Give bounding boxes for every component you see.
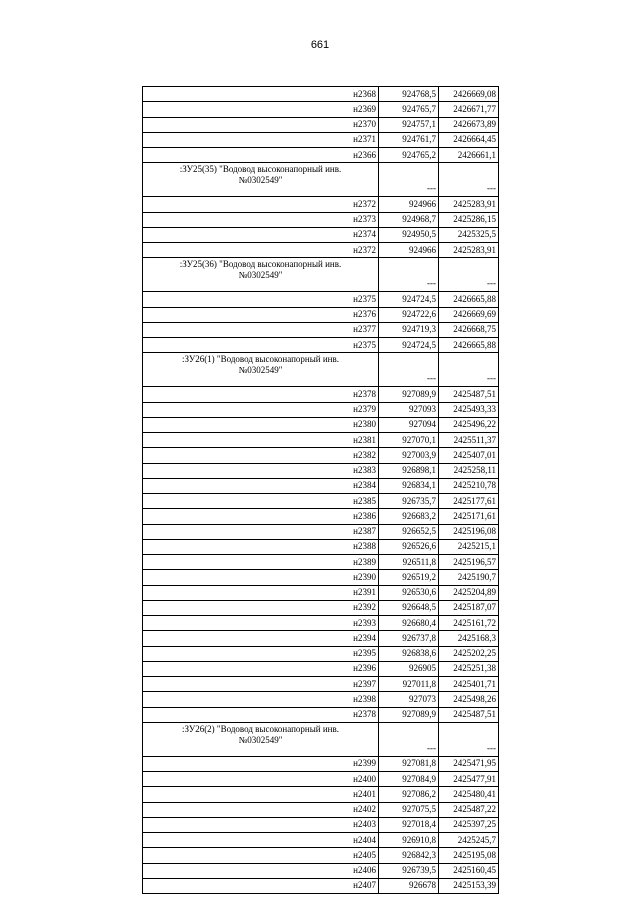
table-row <box>143 616 499 631</box>
point-name: н2388 <box>143 539 379 554</box>
y-coordinate: 2425487,51 <box>439 387 499 402</box>
point-name: н2382 <box>143 448 379 463</box>
point-name: н2369 <box>143 102 379 117</box>
table-row <box>143 87 499 102</box>
x-placeholder: --- <box>379 353 439 387</box>
y-coordinate: 2425397,25 <box>439 817 499 832</box>
point-name: н2399 <box>143 756 379 771</box>
y-coordinate: 2425283,91 <box>439 197 499 212</box>
x-coordinate: 926739,5 <box>379 863 439 878</box>
table-row <box>143 148 499 163</box>
y-coordinate: 2425153,39 <box>439 878 499 893</box>
x-coordinate: 927011,8 <box>379 677 439 692</box>
table-row <box>143 117 499 132</box>
y-coordinate: 2425283,91 <box>439 243 499 258</box>
table-row <box>143 433 499 448</box>
point-name: н2378 <box>143 707 379 722</box>
y-coordinate: 2425498,26 <box>439 692 499 707</box>
y-coordinate: 2426673,89 <box>439 117 499 132</box>
point-name: н2378 <box>143 387 379 402</box>
section-title-line2: №0302549" <box>238 175 283 186</box>
table-row <box>143 848 499 863</box>
table-row <box>143 478 499 493</box>
table-row <box>143 539 499 554</box>
y-coordinate: 2425210,78 <box>439 478 499 493</box>
point-name: н2375 <box>143 338 379 353</box>
point-name: н2403 <box>143 817 379 832</box>
section-title <box>143 353 379 387</box>
y-coordinate: 2425487,22 <box>439 802 499 817</box>
point-name: н2402 <box>143 802 379 817</box>
table-row <box>143 494 499 509</box>
x-coordinate: 926680,4 <box>379 616 439 631</box>
table-row <box>143 570 499 585</box>
point-name: н2368 <box>143 87 379 102</box>
y-coordinate: 2425480,41 <box>439 787 499 802</box>
point-name: н2384 <box>143 478 379 493</box>
x-coordinate: 924966 <box>379 243 439 258</box>
x-coordinate: 926530,6 <box>379 585 439 600</box>
x-coordinate: 926648,5 <box>379 600 439 615</box>
x-coordinate: 927081,8 <box>379 756 439 771</box>
point-name: н2371 <box>143 132 379 147</box>
point-name: н2375 <box>143 292 379 307</box>
table-row <box>143 197 499 212</box>
table-row <box>143 707 499 722</box>
point-name: н2379 <box>143 402 379 417</box>
x-coordinate: 924761,7 <box>379 132 439 147</box>
table-row <box>143 600 499 615</box>
table-row <box>143 292 499 307</box>
point-name: н2374 <box>143 227 379 242</box>
point-name: н2401 <box>143 787 379 802</box>
x-coordinate: 926838,6 <box>379 646 439 661</box>
coordinates-table <box>142 86 499 894</box>
y-coordinate: 2426664,45 <box>439 132 499 147</box>
point-name: н2383 <box>143 463 379 478</box>
section-header-row <box>143 353 499 387</box>
table-row <box>143 661 499 676</box>
y-coordinate: 2425161,72 <box>439 616 499 631</box>
table-row <box>143 402 499 417</box>
y-coordinate: 2425407,01 <box>439 448 499 463</box>
y-coordinate: 2425511,37 <box>439 433 499 448</box>
section-title <box>143 258 379 292</box>
section-title-line1: :ЗУ25(35) "Водовод высоконапорный инв. <box>179 164 342 175</box>
point-name: н2405 <box>143 848 379 863</box>
section-header-row <box>143 258 499 292</box>
section-title-line1: :ЗУ26(2) "Водовод высоконапорный инв. <box>182 723 339 734</box>
x-coordinate: 924757,1 <box>379 117 439 132</box>
x-coordinate: 924765,2 <box>379 148 439 163</box>
table-row <box>143 802 499 817</box>
y-coordinate: 2426669,69 <box>439 307 499 322</box>
x-coordinate: 927094 <box>379 417 439 432</box>
x-coordinate: 924768,5 <box>379 87 439 102</box>
point-name: н2404 <box>143 833 379 848</box>
y-coordinate: 2425196,08 <box>439 524 499 539</box>
point-name: н2407 <box>143 878 379 893</box>
point-name: н2380 <box>143 417 379 432</box>
y-coordinate: 2426669,08 <box>439 87 499 102</box>
y-coordinate: 2425195,08 <box>439 848 499 863</box>
point-name: н2366 <box>143 148 379 163</box>
x-coordinate: 927070,1 <box>379 433 439 448</box>
section-title-line1: :ЗУ26(1) "Водовод высоконапорный инв. <box>182 354 339 365</box>
y-coordinate: 2426661,1 <box>439 148 499 163</box>
point-name: н2391 <box>143 585 379 600</box>
point-name: н2393 <box>143 616 379 631</box>
table-row <box>143 417 499 432</box>
x-coordinate: 924765,7 <box>379 102 439 117</box>
x-placeholder: --- <box>379 722 439 756</box>
x-coordinate: 924950,5 <box>379 227 439 242</box>
table-row <box>143 322 499 337</box>
x-coordinate: 927089,9 <box>379 707 439 722</box>
table-row <box>143 524 499 539</box>
table-row <box>143 387 499 402</box>
y-coordinate: 2425160,45 <box>439 863 499 878</box>
x-coordinate: 927073 <box>379 692 439 707</box>
y-coordinate: 2426668,75 <box>439 322 499 337</box>
section-title <box>143 722 379 756</box>
y-coordinate: 2425471,95 <box>439 756 499 771</box>
x-coordinate: 924719,3 <box>379 322 439 337</box>
table-row <box>143 756 499 771</box>
x-coordinate: 927075,5 <box>379 802 439 817</box>
table-row <box>143 448 499 463</box>
y-coordinate: 2425258,11 <box>439 463 499 478</box>
table-row <box>143 817 499 832</box>
point-name: н2394 <box>143 631 379 646</box>
x-coordinate: 924724,5 <box>379 338 439 353</box>
y-coordinate: 2425493,33 <box>439 402 499 417</box>
table-row <box>143 863 499 878</box>
x-coordinate: 926905 <box>379 661 439 676</box>
x-coordinate: 926735,7 <box>379 494 439 509</box>
table-row <box>143 787 499 802</box>
point-name: н2376 <box>143 307 379 322</box>
x-coordinate: 926737,8 <box>379 631 439 646</box>
section-title-line2: №0302549" <box>238 365 283 376</box>
point-name: н2386 <box>143 509 379 524</box>
point-name: н2398 <box>143 692 379 707</box>
coordinates-table-body <box>143 87 499 894</box>
table-row <box>143 772 499 787</box>
y-coordinate: 2425215,1 <box>439 539 499 554</box>
point-name: н2372 <box>143 243 379 258</box>
y-coordinate: 2425202,25 <box>439 646 499 661</box>
x-placeholder: --- <box>379 258 439 292</box>
y-coordinate: 2425251,38 <box>439 661 499 676</box>
section-header-row <box>143 722 499 756</box>
table-row <box>143 646 499 661</box>
x-placeholder: --- <box>379 163 439 197</box>
section-title-line1: :ЗУ25(36) "Водовод высоконапорный инв. <box>179 259 342 270</box>
section-title-line2: №0302549" <box>238 270 283 281</box>
x-coordinate: 926834,1 <box>379 478 439 493</box>
x-coordinate: 926652,5 <box>379 524 439 539</box>
y-coordinate: 2425245,7 <box>439 833 499 848</box>
x-coordinate: 926511,8 <box>379 555 439 570</box>
x-coordinate: 926910,8 <box>379 833 439 848</box>
y-placeholder: --- <box>439 258 499 292</box>
table-row <box>143 631 499 646</box>
point-name: н2397 <box>143 677 379 692</box>
section-header-row <box>143 163 499 197</box>
table-row <box>143 102 499 117</box>
y-coordinate: 2425496,22 <box>439 417 499 432</box>
y-coordinate: 2425190,7 <box>439 570 499 585</box>
y-coordinate: 2425204,89 <box>439 585 499 600</box>
table-row <box>143 212 499 227</box>
x-coordinate: 926526,6 <box>379 539 439 554</box>
point-name: н2377 <box>143 322 379 337</box>
table-row <box>143 132 499 147</box>
table-row <box>143 227 499 242</box>
y-coordinate: 2425168,3 <box>439 631 499 646</box>
x-coordinate: 927093 <box>379 402 439 417</box>
x-coordinate: 926842,3 <box>379 848 439 863</box>
point-name: н2372 <box>143 197 379 212</box>
y-placeholder: --- <box>439 353 499 387</box>
x-coordinate: 927086,2 <box>379 787 439 802</box>
table-row <box>143 463 499 478</box>
y-coordinate: 2425487,51 <box>439 707 499 722</box>
point-name: н2392 <box>143 600 379 615</box>
x-coordinate: 924968,7 <box>379 212 439 227</box>
x-coordinate: 926678 <box>379 878 439 893</box>
x-coordinate: 926519,2 <box>379 570 439 585</box>
point-name: н2381 <box>143 433 379 448</box>
y-coordinate: 2426671,77 <box>439 102 499 117</box>
y-coordinate: 2425477,91 <box>439 772 499 787</box>
x-coordinate: 927084,9 <box>379 772 439 787</box>
x-coordinate: 927089,9 <box>379 387 439 402</box>
y-placeholder: --- <box>439 163 499 197</box>
y-coordinate: 2425325,5 <box>439 227 499 242</box>
table-row <box>143 509 499 524</box>
table-row <box>143 243 499 258</box>
y-coordinate: 2425187,07 <box>439 600 499 615</box>
y-coordinate: 2425171,61 <box>439 509 499 524</box>
y-coordinate: 2425196,57 <box>439 555 499 570</box>
page-number: 661 <box>310 39 330 51</box>
point-name: н2370 <box>143 117 379 132</box>
x-coordinate: 924724,5 <box>379 292 439 307</box>
x-coordinate: 927018,4 <box>379 817 439 832</box>
y-coordinate: 2425177,61 <box>439 494 499 509</box>
table-row <box>143 585 499 600</box>
x-coordinate: 924966 <box>379 197 439 212</box>
y-coordinate: 2426665,88 <box>439 338 499 353</box>
point-name: н2406 <box>143 863 379 878</box>
table-row <box>143 307 499 322</box>
point-name: н2373 <box>143 212 379 227</box>
point-name: н2385 <box>143 494 379 509</box>
table-row <box>143 555 499 570</box>
point-name: н2389 <box>143 555 379 570</box>
x-coordinate: 924722,6 <box>379 307 439 322</box>
table-row <box>143 878 499 893</box>
y-coordinate: 2425401,71 <box>439 677 499 692</box>
point-name: н2387 <box>143 524 379 539</box>
y-placeholder: --- <box>439 722 499 756</box>
x-coordinate: 926898,1 <box>379 463 439 478</box>
y-coordinate: 2425286,15 <box>439 212 499 227</box>
section-title <box>143 163 379 197</box>
table-row <box>143 692 499 707</box>
table-row <box>143 833 499 848</box>
section-title-line2: №0302549" <box>238 734 283 745</box>
table-row <box>143 338 499 353</box>
x-coordinate: 927003,9 <box>379 448 439 463</box>
point-name: н2395 <box>143 646 379 661</box>
point-name: н2400 <box>143 772 379 787</box>
point-name: н2396 <box>143 661 379 676</box>
x-coordinate: 926683,2 <box>379 509 439 524</box>
y-coordinate: 2426665,88 <box>439 292 499 307</box>
table-row <box>143 677 499 692</box>
point-name: н2390 <box>143 570 379 585</box>
